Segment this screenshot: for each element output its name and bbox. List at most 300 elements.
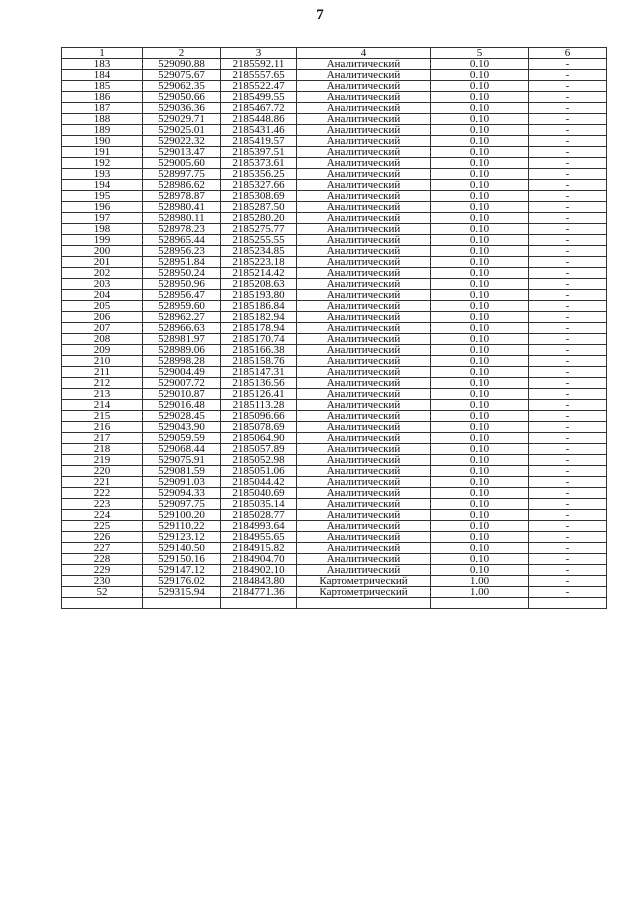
table-cell: 0.10 [431,125,529,136]
table-cell: 0.10 [431,257,529,268]
table-cell: - [529,213,607,224]
table-cell: 529090.88 [143,59,221,70]
table-cell: 2185136.56 [221,378,297,389]
table-row [62,499,607,510]
table-cell [529,598,607,609]
table-cell: 205 [62,301,143,312]
table-row [62,103,607,114]
table-cell: 191 [62,147,143,158]
table-cell: 0.10 [431,103,529,114]
table-cell: - [529,92,607,103]
table-cell: 224 [62,510,143,521]
table-cell: 0.10 [431,400,529,411]
table-cell: 0.10 [431,224,529,235]
table-cell: Аналитический [297,312,431,323]
table-cell [62,598,143,609]
table-cell: 227 [62,543,143,554]
table-cell: 199 [62,235,143,246]
table-cell: 221 [62,477,143,488]
table-cell: 211 [62,367,143,378]
table-cell: - [529,345,607,356]
table-cell: Аналитический [297,279,431,290]
table-cell: Аналитический [297,92,431,103]
table-cell: 529029.71 [143,114,221,125]
table-cell: 0.10 [431,323,529,334]
table-cell: 190 [62,136,143,147]
table-cell: 2185051.06 [221,466,297,477]
table-cell: 0.10 [431,268,529,279]
table-cell: Аналитический [297,158,431,169]
table-cell: 0.10 [431,202,529,213]
table-cell: 0.10 [431,378,529,389]
table-cell: Аналитический [297,411,431,422]
table-row [62,92,607,103]
table-cell: 528980.11 [143,213,221,224]
header-row [62,48,607,59]
table-cell: 528966.63 [143,323,221,334]
table-cell: 0.10 [431,565,529,576]
table-cell: 529100.20 [143,510,221,521]
table-cell: 209 [62,345,143,356]
table-cell: 2185028.77 [221,510,297,521]
table-cell: 0.10 [431,312,529,323]
table-cell: 2185078.69 [221,422,297,433]
table-cell: 2184955.65 [221,532,297,543]
table-cell: 529150.16 [143,554,221,565]
table-cell: 0.10 [431,455,529,466]
table-cell: 2184771.36 [221,587,297,598]
table-cell: - [529,389,607,400]
table-cell: 219 [62,455,143,466]
table-cell: 198 [62,224,143,235]
table-cell: 0.10 [431,499,529,510]
table-row [62,191,607,202]
table-cell: - [529,543,607,554]
table-cell: 0.10 [431,444,529,455]
column-header: 1 [62,48,143,59]
table-row [62,576,607,587]
table-cell: Аналитический [297,81,431,92]
table-cell: Аналитический [297,433,431,444]
table-cell: - [529,169,607,180]
table-cell: - [529,301,607,312]
table-cell: - [529,323,607,334]
table-cell: 528997.75 [143,169,221,180]
table-cell: Аналитический [297,169,431,180]
table-cell: - [529,70,607,81]
table-cell: 0.10 [431,554,529,565]
table-row [62,433,607,444]
table-cell: Аналитический [297,136,431,147]
table-cell: 529036.36 [143,103,221,114]
table-cell: 528951.84 [143,257,221,268]
table-cell: - [529,136,607,147]
table-cell: 2185467.72 [221,103,297,114]
table-cell: - [529,356,607,367]
table-cell: 529081.59 [143,466,221,477]
table-cell: 0.10 [431,191,529,202]
table-cell: 529043.90 [143,422,221,433]
table-cell: 529016.48 [143,400,221,411]
table-cell: 529097.75 [143,499,221,510]
table-cell: 206 [62,312,143,323]
table-cell: 201 [62,257,143,268]
table-cell: 2185522.47 [221,81,297,92]
table-cell: 229 [62,565,143,576]
table-cell: 528978.87 [143,191,221,202]
table-cell: 212 [62,378,143,389]
table-cell: 184 [62,70,143,81]
table-cell: Аналитический [297,444,431,455]
table-cell: 2185193.80 [221,290,297,301]
table-cell: 2185431.46 [221,125,297,136]
table-cell: 183 [62,59,143,70]
table-row [62,565,607,576]
table-cell: 200 [62,246,143,257]
table-cell: 186 [62,92,143,103]
table-row [62,400,607,411]
table-cell: 2184902.10 [221,565,297,576]
table-cell: - [529,268,607,279]
table-cell: 213 [62,389,143,400]
table-row [62,70,607,81]
table-cell: 528978.23 [143,224,221,235]
table-row [62,455,607,466]
table-row [62,532,607,543]
table-cell: 528959.60 [143,301,221,312]
table-row [62,59,607,70]
table-cell: Аналитический [297,455,431,466]
table-cell: 187 [62,103,143,114]
table-cell: 222 [62,488,143,499]
table-cell: 529005.60 [143,158,221,169]
table-cell: Аналитический [297,323,431,334]
table-cell: 2185064.90 [221,433,297,444]
table-cell: Аналитический [297,389,431,400]
table-cell: 528980.41 [143,202,221,213]
table-cell: 214 [62,400,143,411]
table-row [62,323,607,334]
table-cell: Аналитический [297,356,431,367]
table-cell: 529176.02 [143,576,221,587]
table-cell: 2185557.65 [221,70,297,81]
table-cell: 196 [62,202,143,213]
table-cell: - [529,521,607,532]
table-row [62,235,607,246]
table-cell: 2185592.11 [221,59,297,70]
table-row [62,411,607,422]
table-cell: 528950.24 [143,268,221,279]
table-row [62,125,607,136]
table-row [62,268,607,279]
table-cell: 202 [62,268,143,279]
table-cell: - [529,59,607,70]
table-cell: 0.10 [431,389,529,400]
table-cell: 0.10 [431,213,529,224]
table-cell: 226 [62,532,143,543]
coordinates-table [61,47,607,609]
table-row [62,378,607,389]
table-row [62,466,607,477]
table-cell: 207 [62,323,143,334]
table-cell: 0.10 [431,235,529,246]
table-cell: 218 [62,444,143,455]
table-cell: 208 [62,334,143,345]
table-cell: 2185113.28 [221,400,297,411]
table-row [62,334,607,345]
table-cell: 0.10 [431,466,529,477]
table-cell: Аналитический [297,488,431,499]
table-body [62,59,607,609]
table-cell: 529025.01 [143,125,221,136]
table-cell: 0.10 [431,136,529,147]
table-row [62,213,607,224]
table-cell: 0.10 [431,477,529,488]
column-header: 2 [143,48,221,59]
table-cell: 0.10 [431,147,529,158]
table-cell: - [529,257,607,268]
table-cell: - [529,576,607,587]
table-cell: 1.00 [431,587,529,598]
table-row [62,202,607,213]
table-cell: Аналитический [297,565,431,576]
table-cell: Аналитический [297,521,431,532]
table-cell: 2185040.69 [221,488,297,499]
table-cell [431,598,529,609]
table-cell: 2185275.77 [221,224,297,235]
table-cell: 529094.33 [143,488,221,499]
table-cell: Аналитический [297,345,431,356]
table-cell: 194 [62,180,143,191]
table-row [62,246,607,257]
table-cell: 2185170.74 [221,334,297,345]
table-cell: 2185327.66 [221,180,297,191]
table-cell: 0.10 [431,246,529,257]
table-cell: Аналитический [297,202,431,213]
table-cell: - [529,488,607,499]
table-cell: - [529,312,607,323]
table-cell: 529147.12 [143,565,221,576]
table-cell: - [529,455,607,466]
table-cell: 0.10 [431,422,529,433]
page-number: 7 [316,7,324,23]
table-cell: Аналитический [297,466,431,477]
table-cell: 2185166.38 [221,345,297,356]
table-cell: 2185397.51 [221,147,297,158]
table-cell: 2185255.55 [221,235,297,246]
table-cell: Аналитический [297,400,431,411]
table-cell: - [529,290,607,301]
table-row [62,554,607,565]
table-row [62,477,607,488]
table-cell: - [529,114,607,125]
table-row [62,543,607,554]
table-cell: 0.10 [431,114,529,125]
table-cell: 197 [62,213,143,224]
column-header: 3 [221,48,297,59]
table-cell: - [529,334,607,345]
table-cell: 2185308.69 [221,191,297,202]
table-cell: 529062.35 [143,81,221,92]
table-cell: Аналитический [297,59,431,70]
table-cell: 195 [62,191,143,202]
table-cell: Аналитический [297,543,431,554]
table-cell: 215 [62,411,143,422]
table-row [62,356,607,367]
table-cell: 528962.27 [143,312,221,323]
table-cell: - [529,466,607,477]
table-cell: 2184843.80 [221,576,297,587]
table-cell: 230 [62,576,143,587]
table-cell: 528956.23 [143,246,221,257]
table-cell: 2185234.85 [221,246,297,257]
table-cell: 2185287.50 [221,202,297,213]
table-cell: 223 [62,499,143,510]
table-cell: - [529,81,607,92]
table-cell: - [529,422,607,433]
table-cell [297,598,431,609]
table-cell: 193 [62,169,143,180]
table-cell: Аналитический [297,180,431,191]
table-cell: 0.10 [431,279,529,290]
column-header: 5 [431,48,529,59]
table-cell: 528956.47 [143,290,221,301]
table-cell [143,598,221,609]
table-cell: - [529,202,607,213]
table-cell: 529091.03 [143,477,221,488]
table-cell: - [529,246,607,257]
table-cell: 0.10 [431,532,529,543]
table-cell: Аналитический [297,235,431,246]
table-cell: - [529,147,607,158]
table-cell: Аналитический [297,301,431,312]
table-row [62,81,607,92]
table-cell: Аналитический [297,477,431,488]
table-row [62,521,607,532]
table-cell: Аналитический [297,191,431,202]
table-cell: - [529,158,607,169]
table-cell: Аналитический [297,268,431,279]
table-row [62,422,607,433]
table-cell: 2185373.61 [221,158,297,169]
table-cell: - [529,477,607,488]
table-cell: 0.10 [431,81,529,92]
table-cell: 0.10 [431,290,529,301]
table-cell: 529028.45 [143,411,221,422]
table-row [62,488,607,499]
table-cell: - [529,444,607,455]
column-header: 6 [529,48,607,59]
table-cell: 0.10 [431,411,529,422]
table-cell: 0.10 [431,59,529,70]
table-row [62,301,607,312]
table-cell: - [529,103,607,114]
table-row [62,180,607,191]
table-cell: 529315.94 [143,587,221,598]
table-cell: Аналитический [297,378,431,389]
table-cell: 216 [62,422,143,433]
table-cell: Аналитический [297,532,431,543]
table-row [62,158,607,169]
table-cell: 529110.22 [143,521,221,532]
table-cell: 220 [62,466,143,477]
table-cell: 0.10 [431,345,529,356]
table-cell: - [529,378,607,389]
table-cell: 529022.32 [143,136,221,147]
table-cell: 2185214.42 [221,268,297,279]
table-cell: 0.10 [431,334,529,345]
table-row [62,510,607,521]
table-row [62,290,607,301]
table-cell: Аналитический [297,70,431,81]
table-cell: - [529,235,607,246]
table-row [62,345,607,356]
table-header [62,48,607,59]
table-cell: - [529,499,607,510]
table-cell: 0.10 [431,510,529,521]
table-cell [221,598,297,609]
table-cell: - [529,191,607,202]
table-cell: 2185208.63 [221,279,297,290]
table-cell: 529004.49 [143,367,221,378]
table-cell: 529068.44 [143,444,221,455]
table-cell: 0.10 [431,488,529,499]
table-row [62,169,607,180]
table-cell: 2185126.41 [221,389,297,400]
table-cell: 529010.87 [143,389,221,400]
table-cell: - [529,433,607,444]
table-cell: Аналитический [297,213,431,224]
table-cell: - [529,510,607,521]
table-cell: Аналитический [297,125,431,136]
table-row [62,114,607,125]
table-cell: Картометрический [297,576,431,587]
table-cell: 2185057.89 [221,444,297,455]
table-cell: 2185178.94 [221,323,297,334]
table-cell: 0.10 [431,543,529,554]
table-cell: 2185158.76 [221,356,297,367]
table-cell: 2184904.70 [221,554,297,565]
table-cell: 529050.66 [143,92,221,103]
table-cell: - [529,224,607,235]
table-cell: 52 [62,587,143,598]
table-cell: Аналитический [297,103,431,114]
table-cell: 0.10 [431,92,529,103]
table-cell: 189 [62,125,143,136]
table-cell: 1.00 [431,576,529,587]
table-cell: 0.10 [431,169,529,180]
table-cell: Аналитический [297,334,431,345]
table-cell: - [529,554,607,565]
table-cell: 2185356.25 [221,169,297,180]
table-cell: 0.10 [431,356,529,367]
table-row [62,444,607,455]
table-cell: 188 [62,114,143,125]
table-cell: 0.10 [431,70,529,81]
table-cell: 2185182.94 [221,312,297,323]
table-cell: 2184915.82 [221,543,297,554]
table-cell: 0.10 [431,301,529,312]
table-cell: Аналитический [297,499,431,510]
table-cell: - [529,279,607,290]
table-cell: Картометрический [297,587,431,598]
table-cell: 228 [62,554,143,565]
table-cell: 2185419.57 [221,136,297,147]
table-cell: 185 [62,81,143,92]
table-cell: Аналитический [297,554,431,565]
table-cell: 528998.28 [143,356,221,367]
table-cell: 2185223.18 [221,257,297,268]
